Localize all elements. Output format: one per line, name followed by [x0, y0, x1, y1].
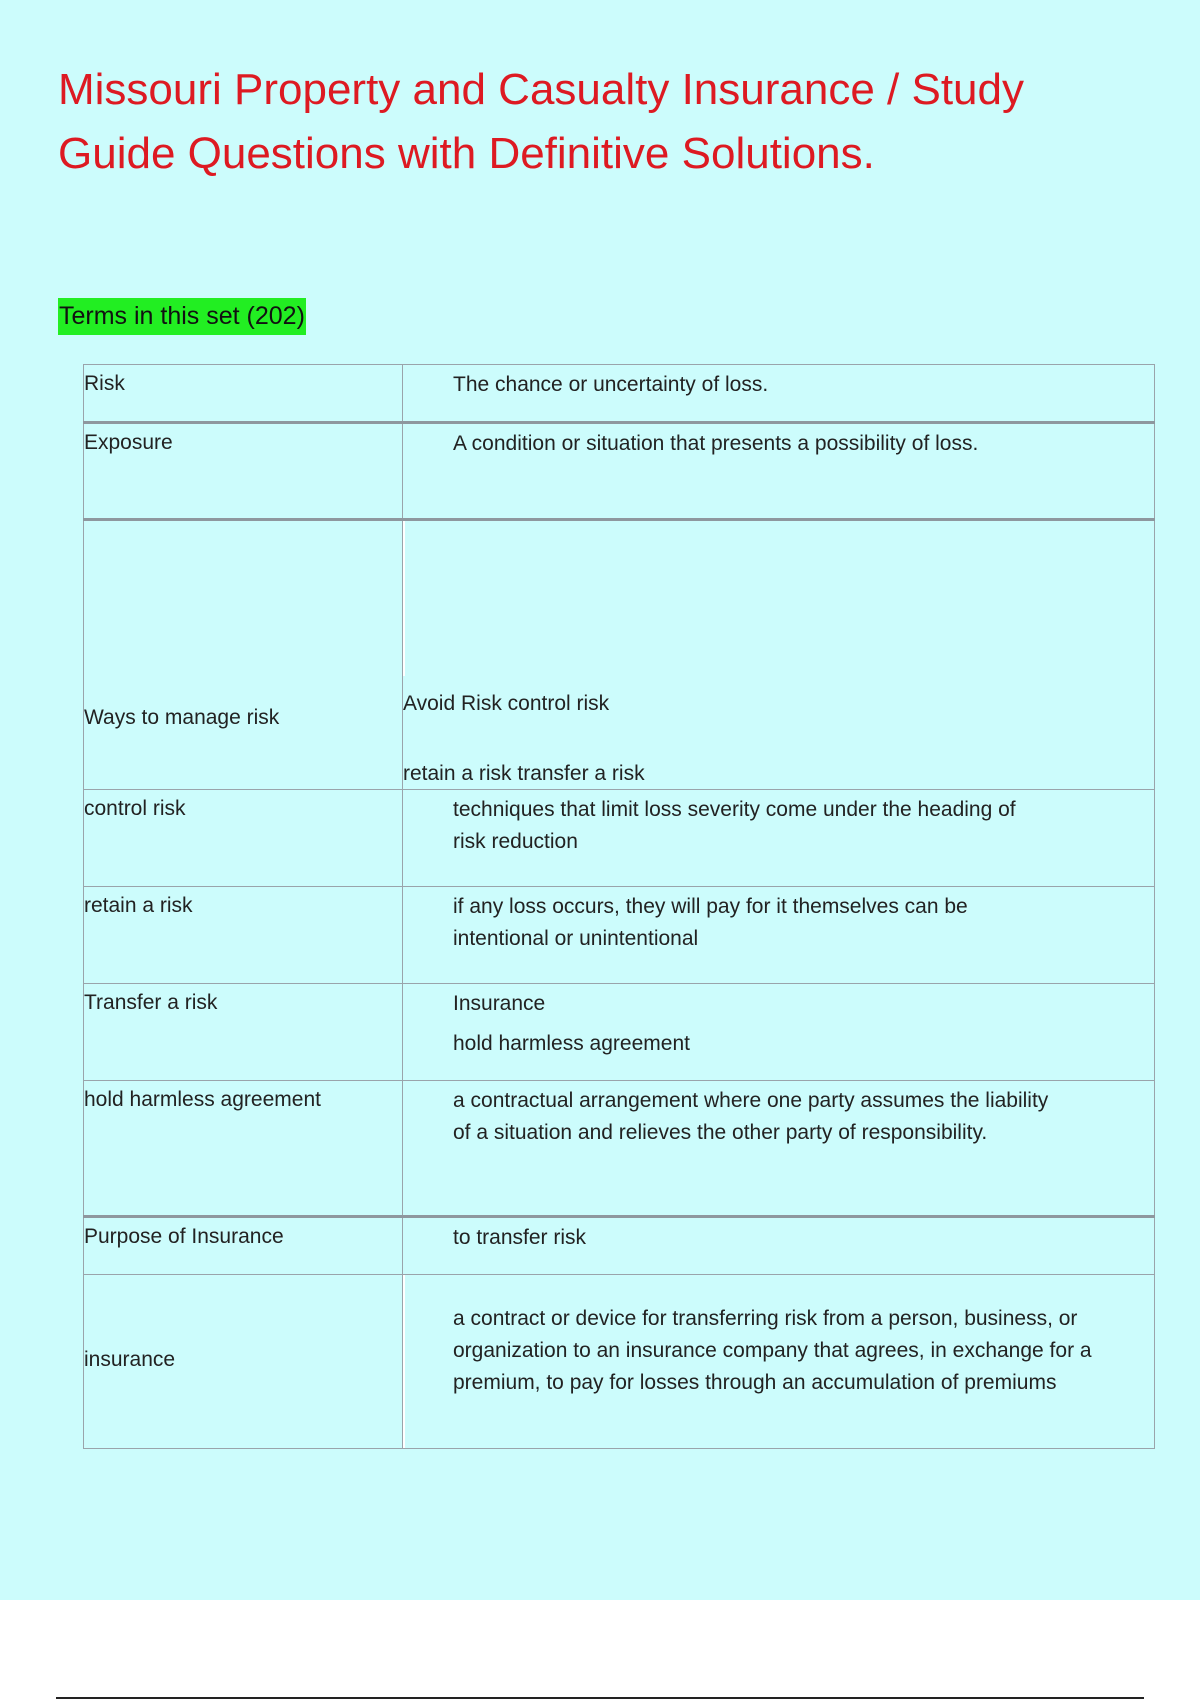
term-row-hold-harmless-agreement	[84, 1081, 1155, 1217]
terms-table	[83, 364, 1155, 1449]
term-label: Risk	[84, 372, 125, 395]
term-definition-line-2: hold harmless agreement	[453, 1032, 690, 1055]
term-definition: a contractual arrangement where one party assumes the liability of a situation and relieves the other party of responsibility.	[453, 1089, 1049, 1144]
term-label: Ways to manage risk	[84, 706, 280, 729]
term-label: Transfer a risk	[84, 991, 218, 1014]
term-definition-line-1: Insurance	[453, 992, 546, 1015]
term-definition: a contract or device for transferring risk from a person, business, or organization to an insurance company that agrees, in exchange for a premium, to pay for losses through an accumulation of premiums	[453, 1307, 1092, 1394]
term-label: hold harmless agreement	[84, 1088, 321, 1111]
term-label: insurance	[84, 1348, 176, 1371]
page-title	[58, 58, 1058, 186]
cell-divider	[403, 1275, 405, 1448]
term-label: control risk	[84, 797, 186, 820]
term-label: Purpose of Insurance	[84, 1225, 284, 1248]
term-row-control-risk	[84, 790, 1155, 887]
term-definition: A condition or situation that presents a possibility of loss.	[453, 432, 979, 455]
term-row-transfer-a-risk	[84, 984, 1155, 1081]
cell-divider	[403, 521, 405, 676]
term-label: retain a risk	[84, 894, 193, 917]
term-row-retain-a-risk	[84, 887, 1155, 984]
term-row-insurance	[84, 1275, 1155, 1449]
term-label: Exposure	[84, 431, 173, 454]
term-row-exposure	[84, 423, 1155, 520]
term-row-risk	[84, 365, 1155, 423]
term-definition: to transfer risk	[453, 1226, 587, 1249]
title-line-2: Guide Questions with Definitive Solutions.	[58, 129, 875, 178]
title-line-1: Missouri Property and Casualty Insurance / Study	[58, 65, 1025, 114]
term-definition-line-2: retain a risk transfer a risk	[403, 762, 645, 785]
footer-rule	[56, 1697, 1144, 1699]
terms-count-label: Terms in this set (202)	[58, 298, 306, 335]
term-row-ways-to-manage-risk	[84, 520, 1155, 790]
term-definition: if any loss occurs, they will pay for it themselves can be intentional or unintentional	[453, 895, 968, 950]
term-definition: The chance or uncertainty of loss.	[453, 373, 769, 396]
term-row-purpose-of-insurance	[84, 1217, 1155, 1275]
term-definition: techniques that limit loss severity come under the heading of risk reduction	[453, 798, 1016, 853]
term-definition-line-1: Avoid Risk control risk	[403, 692, 610, 715]
